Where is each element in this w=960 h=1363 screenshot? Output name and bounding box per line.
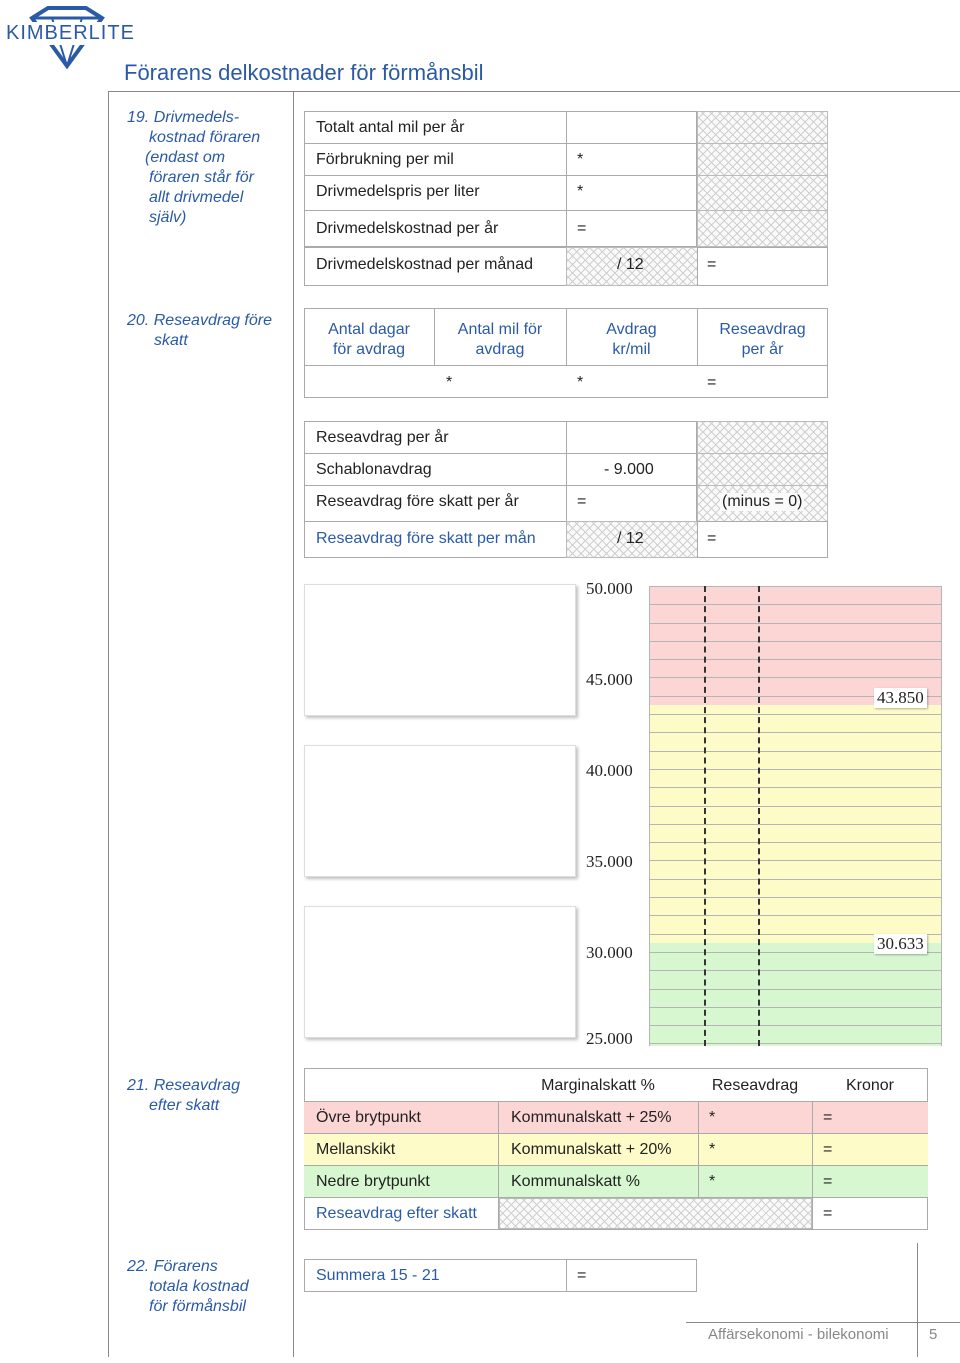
header-rule [108,91,960,92]
section-21-heading [127,1076,287,1116]
s19-row-op: = [577,220,587,237]
s22-row-eq: = [577,1267,587,1284]
s20-header [566,320,697,360]
scale-grid-line [649,989,941,990]
scale-grid-line [649,897,941,898]
scale-grid-line [649,769,941,770]
s20-line: skatt [154,332,188,349]
scale-grid-line [649,1043,941,1044]
s20-header [304,320,434,360]
s21-row-rate: Kommunalskatt + 20% [511,1141,672,1158]
s19-row-label: Förbrukning per mil [316,151,454,168]
scale-grid-line [649,604,941,605]
scale-tick: 35.000 [586,852,633,871]
scale-tick: 40.000 [586,761,633,780]
s20-op: * [446,374,453,391]
s19-month-result[interactable] [697,247,828,286]
s20-row-note: (minus = 0) [722,493,803,510]
section-divider-rule [293,91,294,1357]
footer-text: Affärsekonomi - bilekonomi [708,1326,889,1343]
s20-header-line: per år [741,341,784,358]
scale-dashed-line [758,586,760,1046]
scale-grid-line [649,806,941,807]
scale-grid-line [649,751,941,752]
s19-line: 19. Drivmedels- [127,109,240,126]
s22-line: totala kostnad [149,1278,249,1295]
scale-border [941,586,942,1046]
page-title: Förarens delkostnader för förmånsbil [124,60,484,85]
s19-row-op: * [577,151,584,168]
scale-grid-line [649,842,941,843]
scale-tick: 50.000 [586,579,633,598]
s21-row-eq: = [823,1141,833,1158]
scale-grid-line [649,732,941,733]
s20-line: 20. Reseavdrag före [127,312,272,329]
s19-month-label: Drivmedelskostnad per månad [316,256,533,273]
s21-line: 21. Reseavdrag [127,1077,240,1094]
s19-month-div: / 12 [617,256,644,273]
s19-input-consumption[interactable] [566,143,697,176]
s21-header: Kronor [845,1077,895,1094]
s20-month-result[interactable] [697,521,828,558]
s21-header: Marginalskatt % [541,1077,655,1094]
s19-line: själv) [149,209,187,226]
scale-grid-line [649,586,941,587]
left-margin-rule [108,91,109,1357]
s20-row-value: - 9.000 [604,461,654,478]
scale-grid-line [649,970,941,971]
scale-grid-line [649,714,941,715]
s21-row-label: Mellanskikt [316,1141,396,1158]
s20-input-per-year[interactable] [566,421,697,454]
scale-grid-line [649,641,941,642]
s20-header-line: avdrag [475,341,525,358]
s20-row-label: Schablonavdrag [316,461,432,478]
scale-grid-line [649,677,941,678]
scale-grid-line [649,824,941,825]
s21-row-rate: Kommunalskatt % [511,1173,640,1190]
s19-row-op: * [577,183,584,200]
s19-month-eq: = [707,256,717,273]
s20-row-label: Reseavdrag före skatt per år [316,493,519,510]
s22-line: 22. Förarens [127,1258,218,1275]
s19-line: (endast om [145,149,226,166]
s19-row-label: Drivmedelspris per liter [316,183,480,200]
s20-header-line: Antal dagar [328,321,410,338]
s20-header-line: Antal mil för [457,321,543,338]
s19-input-price[interactable] [566,175,697,211]
s20-op: = [707,374,717,391]
s19-line: föraren står för [149,169,254,186]
s21-header: Reseavdrag [711,1077,799,1094]
s20-month-eq: = [707,530,717,547]
brand-name: KIMBERLITE [6,22,135,44]
s21-total-label: Reseavdrag efter skatt [316,1205,477,1222]
s21-total-eq: = [823,1205,833,1222]
section-22-heading [127,1257,287,1317]
s20-header-line: Avdrag [606,321,657,338]
s19-row-label: Totalt antal mil per år [316,119,465,136]
s19-line: allt drivmedel [149,189,244,206]
s20-header-line: kr/mil [612,341,651,358]
upper-breakpoint-label: 43.850 [874,688,927,708]
s20-op: * [577,374,584,391]
s19-line: kostnad föraren [149,129,261,146]
scale-border [649,586,650,1046]
scale-grid-line [649,623,941,624]
lower-breakpoint-label: 30.633 [874,934,927,954]
scale-notes-box-lower [304,906,576,1038]
scale-grid-line [649,1007,941,1008]
tax-scale-bands [649,586,941,1046]
s20-month-div: / 12 [617,530,644,547]
scale-grid-line [649,1025,941,1026]
s20-month-label: Reseavdrag före skatt per mån [316,530,536,547]
scale-tick: 30.000 [586,943,633,962]
s21-row-op: * [709,1173,716,1190]
scale-grid-line [649,915,941,916]
s22-row-label: Summera 15 - 21 [316,1267,440,1284]
s21-row-op: * [709,1109,716,1126]
page-number: 5 [929,1326,938,1343]
s21-row-rate: Kommunalskatt + 25% [511,1109,672,1126]
s21-row-eq: = [823,1173,833,1190]
scale-grid-line [649,860,941,861]
s21-line: efter skatt [149,1097,220,1114]
s21-row-label: Nedre brytpunkt [316,1173,430,1190]
s20-header-line: Reseavdrag [719,321,806,338]
brand-logo [4,4,135,70]
green-band [649,943,941,1046]
s21-row-eq: = [823,1109,833,1126]
s21-row-label: Övre brytpunkt [316,1109,421,1126]
s20-header-line: för avdrag [332,341,406,358]
s22-line: för förmånsbil [149,1298,246,1315]
scale-notes-box-upper [304,584,576,716]
section-20-heading [127,311,287,351]
s21-row-op: * [709,1141,716,1158]
s19-row-label: Drivmedelskostnad per år [316,220,499,237]
scale-tick: 45.000 [586,670,633,689]
s20-header [434,320,566,360]
s20-header [697,320,828,360]
section-19-heading [127,108,287,228]
scale-notes-box-middle [304,745,576,877]
scale-grid-line [649,787,941,788]
scale-grid-line [649,659,941,660]
scale-tick: 25.000 [586,1029,633,1048]
scale-grid-line [649,879,941,880]
s19-input-mileage[interactable] [566,111,697,144]
scale-dashed-line [704,586,706,1046]
s20-row-value: = [577,493,587,510]
s20-row-label: Reseavdrag per år [316,429,449,446]
